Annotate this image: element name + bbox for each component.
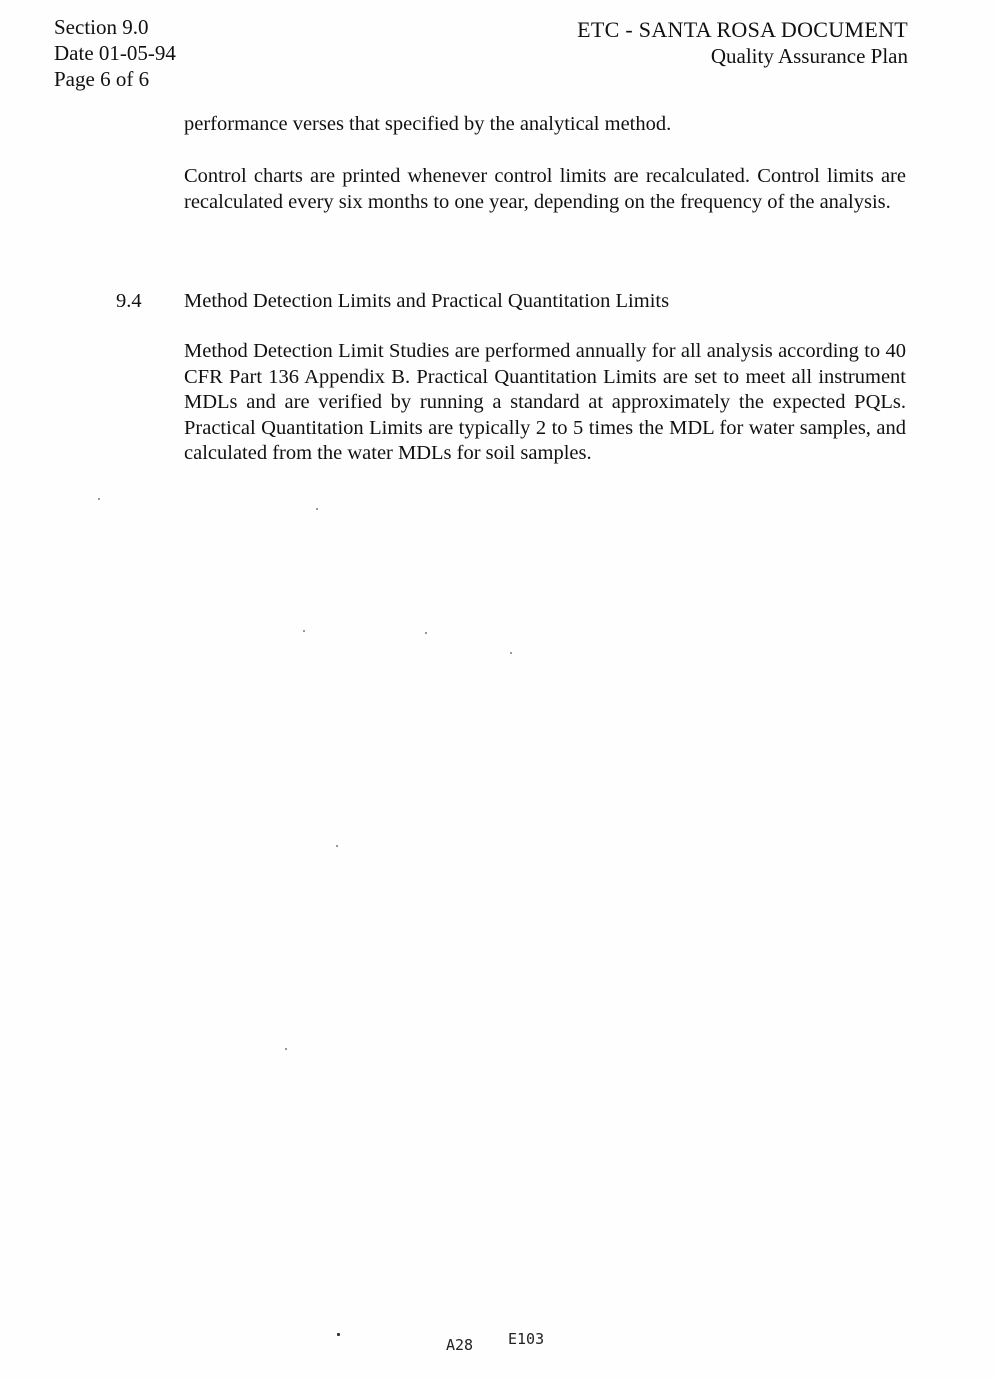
scan-speck (336, 845, 338, 847)
scan-speck (510, 652, 512, 654)
scan-speck (303, 630, 305, 632)
footer-code-2: E103 (508, 1330, 545, 1348)
scan-speck (425, 632, 427, 634)
header-left-block (54, 14, 176, 92)
document-title: ETC - SANTA ROSA DOCUMENT (577, 17, 908, 42)
page-number: Page 6 of 6 (54, 67, 150, 91)
document-date: Date 01-05-94 (54, 41, 176, 65)
section-heading-title: Method Detection Limits and Practical Quantitation Limits (184, 290, 670, 312)
scan-speck (337, 1333, 340, 1336)
footer-code-1: A28 (446, 1336, 474, 1354)
paragraph-control-charts: Control charts are printed whenever control limits are recalculated. Control limits are recalculated every six months to one year, depending on the frequency of the analysis. (184, 165, 906, 213)
paragraph-method-detection: Method Detection Limit Studies are performed annually for all analysis according to 40 CFR Part 136 Appendix B. Practical Quantitation Limits are set to meet all instrument MDLs and are verified by running a standard at approximately the expected PQLs. Practical Quantitation Limits are typically 2 to 5 times the MDL for water samples, and calculated from the water MDLs for soil samples. (184, 340, 906, 464)
scan-speck (98, 498, 100, 500)
scan-speck (316, 508, 318, 510)
header-right-block (577, 16, 908, 70)
document-subtitle: Quality Assurance Plan (710, 44, 908, 68)
paragraph-continuation: performance verses that specified by the analytical method. (184, 113, 672, 135)
section-heading (116, 288, 669, 314)
section-heading-number: 9.4 (116, 290, 142, 312)
footer-codes (446, 1330, 545, 1354)
section-number: Section 9.0 (54, 15, 149, 39)
scan-speck (285, 1048, 287, 1050)
